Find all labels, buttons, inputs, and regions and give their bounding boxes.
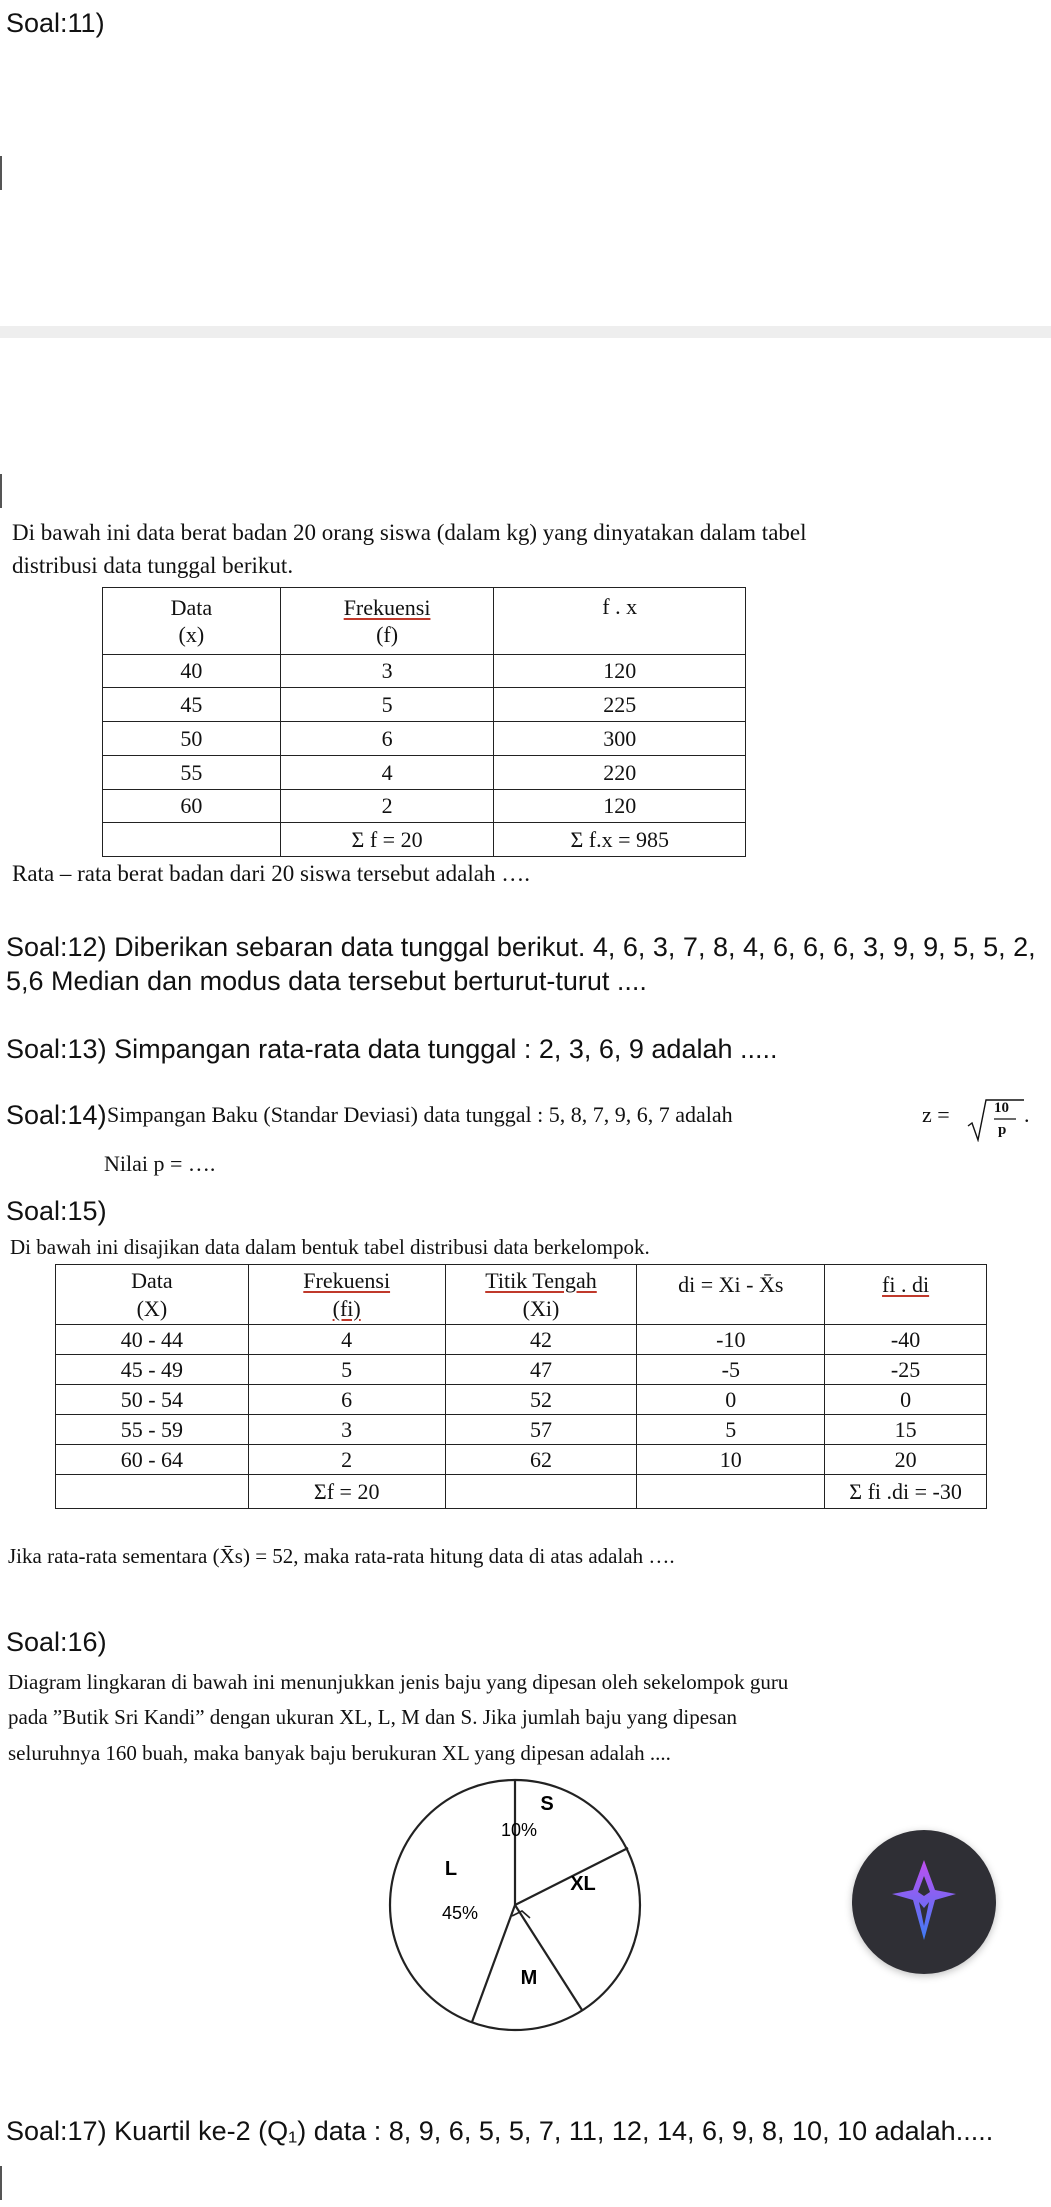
- q14-formula-lhs: z =: [922, 1102, 950, 1127]
- slice-percent-s: 10%: [501, 1820, 538, 1840]
- table-cell: 50: [103, 722, 281, 756]
- table-row: [103, 688, 746, 722]
- table-cell: 120: [494, 790, 746, 823]
- table-row: [103, 756, 746, 790]
- q15-intro: Di bawah ini disajikan data dalam bentuk tabel distribusi data berkelompok.: [10, 1235, 650, 1259]
- text-cursor: [0, 156, 2, 190]
- table-cell: 52: [445, 1385, 637, 1415]
- table-cell: 0: [637, 1385, 825, 1415]
- table-cell: 40: [103, 655, 281, 688]
- table-row: [56, 1445, 987, 1475]
- slice-label-s: S: [540, 1793, 554, 1815]
- table-cell: 225: [494, 688, 746, 722]
- q11-label: Soal:11): [6, 8, 105, 38]
- table-cell: Σ f = 20: [280, 823, 494, 857]
- table-cell: 2: [248, 1445, 445, 1475]
- table-cell: [445, 1475, 637, 1509]
- table-cell: 5: [637, 1415, 825, 1445]
- table-cell: [56, 1475, 249, 1509]
- table-cell: 47: [445, 1355, 637, 1385]
- slice-percent-l: 45%: [442, 1903, 479, 1923]
- q12-line2: 5,6 Median dan modus data tersebut berturut-turut ....: [6, 966, 647, 996]
- q16-line2: pada ”Butik Sri Kandi” dengan ukuran XL, L, M dan S. Jika jumlah baju yang dipesan: [8, 1705, 738, 1729]
- q15-header-fidi: fi . di: [825, 1265, 987, 1325]
- table-total-row: [103, 823, 746, 857]
- table-cell: 5: [248, 1355, 445, 1385]
- table-cell: 40 - 44: [56, 1325, 249, 1355]
- table-cell: 4: [280, 756, 494, 790]
- table-cell: 62: [445, 1445, 637, 1475]
- table-row: [56, 1325, 987, 1355]
- table-cell: 20: [825, 1445, 987, 1475]
- table-cell: 15: [825, 1415, 987, 1445]
- q15-question: Jika rata-rata sementara (X̄s) = 52, maka rata-rata hitung data di atas adalah ….: [8, 1544, 675, 1568]
- slice-label-l: L: [444, 1858, 458, 1880]
- text-cursor: [0, 474, 2, 508]
- q11-header-frekuensi: Frekuensi (f): [280, 588, 494, 655]
- table-cell: 10: [637, 1445, 825, 1475]
- q11-header-fx: f . x: [494, 588, 746, 655]
- sparkle-icon: [852, 1830, 996, 1974]
- table-cell: 3: [280, 655, 494, 688]
- table-cell: -10: [637, 1325, 825, 1355]
- table-row: [103, 655, 746, 688]
- q15-label: Soal:15): [6, 1196, 107, 1226]
- table-cell: 60 - 64: [56, 1445, 249, 1475]
- table-cell: 2: [280, 790, 494, 823]
- q14-formula-den: p: [998, 1122, 1007, 1138]
- table-cell: Σf = 20: [248, 1475, 445, 1509]
- q15-header-frekuensi: Frekuensi (fi): [248, 1265, 445, 1325]
- table-cell: 4: [248, 1325, 445, 1355]
- q14-text: Simpangan Baku (Standar Deviasi) data tunggal : 5, 8, 7, 9, 6, 7 adalah: [107, 1102, 733, 1127]
- table-row: [103, 722, 746, 756]
- table-cell: 45: [103, 688, 281, 722]
- q11-table: [102, 587, 746, 857]
- table-total-row: [56, 1475, 987, 1509]
- q15-table: [55, 1264, 987, 1509]
- table-cell: 6: [248, 1385, 445, 1415]
- table-cell: 3: [248, 1415, 445, 1445]
- q15-header-di: di = Xi - X̄s: [637, 1265, 825, 1325]
- q16-label: Soal:16): [6, 1627, 107, 1657]
- q16-line3: seluruhnya 160 buah, maka banyak baju berukuran XL yang dipesan adalah ....: [8, 1741, 671, 1765]
- q11-question: Rata – rata berat badan dari 20 siswa tersebut adalah ….: [12, 861, 530, 886]
- table-row: [56, 1355, 987, 1385]
- section-divider: [0, 326, 1051, 338]
- table-cell: 5: [280, 688, 494, 722]
- q11-intro-line2: distribusi data tunggal berikut.: [12, 553, 294, 578]
- table-cell: 42: [445, 1325, 637, 1355]
- q14-line: [6, 1096, 1046, 1146]
- table-cell: Σ fi .di = -30: [825, 1475, 987, 1509]
- slice-label-m: M: [520, 1967, 538, 1989]
- table-row: [56, 1385, 987, 1415]
- table-cell: 45 - 49: [56, 1355, 249, 1385]
- q12-line1: Soal:12) Diberikan sebaran data tunggal berikut. 4, 6, 3, 7, 8, 4, 6, 6, 6, 3, 9, 9, 5, 5, 2,: [6, 932, 1036, 962]
- table-cell: 300: [494, 722, 746, 756]
- table-cell: 120: [494, 655, 746, 688]
- q13-text: Soal:13) Simpangan rata-rata data tunggal : 2, 3, 6, 9 adalah .....: [6, 1034, 778, 1064]
- slice-label-xl: XL: [570, 1873, 596, 1895]
- table-row: [103, 790, 746, 823]
- q11-intro-line1: Di bawah ini data berat badan 20 orang siswa (dalam kg) yang dinyatakan dalam tabel: [12, 520, 807, 545]
- q16-line1: Diagram lingkaran di bawah ini menunjukkan jenis baju yang dipesan oleh sekelompok guru: [8, 1670, 789, 1694]
- table-cell: 57: [445, 1415, 637, 1445]
- pie-chart: [380, 1770, 670, 2040]
- table-cell: 50 - 54: [56, 1385, 249, 1415]
- q15-header-data: Data (X): [56, 1265, 249, 1325]
- ai-assistant-button[interactable]: [852, 1830, 996, 1974]
- table-cell: -5: [637, 1355, 825, 1385]
- q17-text: Soal:17) Kuartil ke-2 (Q₁) data : 8, 9, 6, 5, 5, 7, 11, 12, 14, 6, 9, 8, 10, 10 adalah.....: [6, 2116, 994, 2146]
- table-cell: 55: [103, 756, 281, 790]
- table-row: [56, 1415, 987, 1445]
- table-cell: Σ f.x = 985: [494, 823, 746, 857]
- table-cell: 6: [280, 722, 494, 756]
- table-cell: -40: [825, 1325, 987, 1355]
- table-cell: 0: [825, 1385, 987, 1415]
- table-cell: [637, 1475, 825, 1509]
- table-cell: 220: [494, 756, 746, 790]
- q14-formula-num: 10: [994, 1100, 1009, 1116]
- table-cell: 55 - 59: [56, 1415, 249, 1445]
- q14-nilai: Nilai p = ….: [104, 1151, 216, 1176]
- table-cell: 60: [103, 790, 281, 823]
- text-cursor: [0, 2166, 2, 2200]
- table-cell: -25: [825, 1355, 987, 1385]
- q14-period: .: [1024, 1102, 1030, 1127]
- q15-header-titik-tengah: Titik Tengah (Xi): [445, 1265, 637, 1325]
- q11-header-data: Data (x): [103, 588, 281, 655]
- q14-label: Soal:14): [6, 1100, 107, 1130]
- table-cell: [103, 823, 281, 857]
